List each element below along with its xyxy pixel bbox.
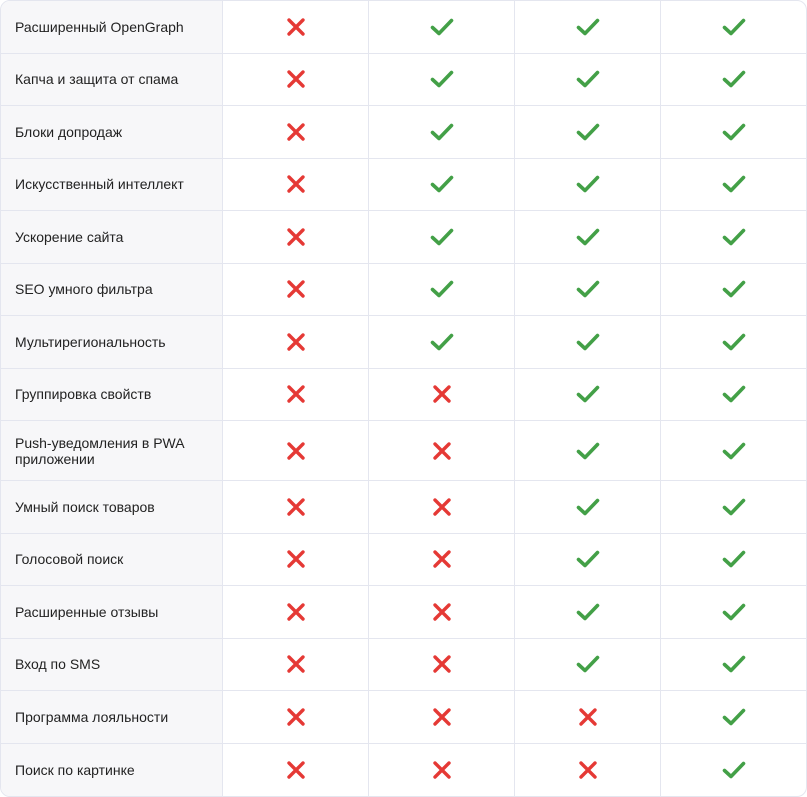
- check-icon: [576, 69, 600, 89]
- plan-1-status-cell: [223, 639, 369, 691]
- check-icon: [722, 227, 746, 247]
- plan-4-status-cell: [661, 106, 806, 158]
- plan-4-status-cell: [661, 421, 806, 480]
- plan-1-status-cell: [223, 106, 369, 158]
- plan-4-status-cell: [661, 54, 806, 106]
- cross-icon: [286, 760, 306, 780]
- plan-3-status-cell: [515, 534, 661, 586]
- cross-icon: [286, 122, 306, 142]
- plan-4-status-cell: [661, 264, 806, 316]
- plan-3-status-cell: [515, 54, 661, 106]
- plan-2-status-cell: [369, 586, 515, 638]
- cross-icon: [432, 384, 452, 404]
- check-icon: [722, 69, 746, 89]
- plan-2-status-cell: [369, 534, 515, 586]
- plan-4-status-cell: [661, 211, 806, 263]
- feature-label: Голосовой поиск: [1, 534, 223, 586]
- check-icon: [430, 174, 454, 194]
- check-icon: [722, 384, 746, 404]
- plan-1-status-cell: [223, 54, 369, 106]
- plan-4-status-cell: [661, 586, 806, 638]
- plan-2-status-cell: [369, 264, 515, 316]
- feature-label: Искусственный интеллект: [1, 159, 223, 211]
- cross-icon: [432, 549, 452, 569]
- check-icon: [722, 707, 746, 727]
- plan-3-status-cell: [515, 159, 661, 211]
- plan-4-status-cell: [661, 691, 806, 743]
- check-icon: [576, 497, 600, 517]
- table-row: [1, 586, 806, 639]
- check-icon: [576, 441, 600, 461]
- cross-icon: [286, 497, 306, 517]
- plan-2-status-cell: [369, 211, 515, 263]
- table-row: [1, 421, 806, 481]
- check-icon: [430, 17, 454, 37]
- plan-1-status-cell: [223, 481, 369, 533]
- cross-icon: [432, 760, 452, 780]
- table-row: [1, 159, 806, 212]
- plan-2-status-cell: [369, 316, 515, 368]
- check-icon: [576, 122, 600, 142]
- plan-4-status-cell: [661, 639, 806, 691]
- check-icon: [576, 17, 600, 37]
- table-row: [1, 106, 806, 159]
- plan-4-status-cell: [661, 481, 806, 533]
- cross-icon: [432, 707, 452, 727]
- check-icon: [576, 654, 600, 674]
- plan-1-status-cell: [223, 159, 369, 211]
- check-icon: [430, 122, 454, 142]
- check-icon: [722, 602, 746, 622]
- plan-3-status-cell: [515, 1, 661, 53]
- cross-icon: [286, 332, 306, 352]
- feature-label: SEO умного фильтра: [1, 264, 223, 316]
- table-row: [1, 691, 806, 744]
- plan-2-status-cell: [369, 54, 515, 106]
- plan-2-status-cell: [369, 159, 515, 211]
- plan-4-status-cell: [661, 534, 806, 586]
- check-icon: [722, 17, 746, 37]
- check-icon: [576, 332, 600, 352]
- check-icon: [722, 174, 746, 194]
- table-row: [1, 316, 806, 369]
- cross-icon: [286, 654, 306, 674]
- check-icon: [430, 332, 454, 352]
- table-row: [1, 54, 806, 107]
- cross-icon: [286, 69, 306, 89]
- feature-label: Программа лояльности: [1, 691, 223, 743]
- check-icon: [576, 549, 600, 569]
- plan-2-status-cell: [369, 481, 515, 533]
- check-icon: [430, 227, 454, 247]
- feature-label: Мультирегиональность: [1, 316, 223, 368]
- plan-3-status-cell: [515, 264, 661, 316]
- check-icon: [722, 122, 746, 142]
- plan-1-status-cell: [223, 264, 369, 316]
- plan-2-status-cell: [369, 744, 515, 797]
- plan-2-status-cell: [369, 639, 515, 691]
- cross-icon: [286, 174, 306, 194]
- cross-icon: [286, 707, 306, 727]
- plan-3-status-cell: [515, 639, 661, 691]
- check-icon: [576, 384, 600, 404]
- cross-icon: [286, 279, 306, 299]
- cross-icon: [286, 17, 306, 37]
- feature-label: Поиск по картинке: [1, 744, 223, 797]
- plan-1-status-cell: [223, 211, 369, 263]
- feature-label: Блоки допродаж: [1, 106, 223, 158]
- plan-3-status-cell: [515, 316, 661, 368]
- plan-3-status-cell: [515, 481, 661, 533]
- plan-2-status-cell: [369, 1, 515, 53]
- table-row: [1, 481, 806, 534]
- table-row: [1, 744, 806, 797]
- cross-icon: [286, 549, 306, 569]
- cross-icon: [286, 441, 306, 461]
- plan-1-status-cell: [223, 369, 369, 421]
- plan-1-status-cell: [223, 316, 369, 368]
- cross-icon: [286, 602, 306, 622]
- plan-1-status-cell: [223, 1, 369, 53]
- check-icon: [722, 760, 746, 780]
- plan-4-status-cell: [661, 159, 806, 211]
- table-row: [1, 369, 806, 422]
- feature-label: Капча и защита от спама: [1, 54, 223, 106]
- check-icon: [576, 602, 600, 622]
- feature-label: Расширенный OpenGraph: [1, 1, 223, 53]
- table-row: [1, 264, 806, 317]
- check-icon: [430, 69, 454, 89]
- check-icon: [722, 549, 746, 569]
- check-icon: [722, 497, 746, 517]
- plan-1-status-cell: [223, 691, 369, 743]
- cross-icon: [578, 760, 598, 780]
- feature-label: Push-уведомления в PWA приложении: [1, 421, 223, 480]
- plan-3-status-cell: [515, 744, 661, 797]
- cross-icon: [432, 441, 452, 461]
- plan-4-status-cell: [661, 744, 806, 797]
- cross-icon: [286, 227, 306, 247]
- plan-2-status-cell: [369, 421, 515, 480]
- table-row: [1, 639, 806, 692]
- check-icon: [722, 654, 746, 674]
- plan-1-status-cell: [223, 534, 369, 586]
- cross-icon: [432, 497, 452, 517]
- plan-3-status-cell: [515, 211, 661, 263]
- plan-4-status-cell: [661, 316, 806, 368]
- table-row: [1, 534, 806, 587]
- feature-label: Ускорение сайта: [1, 211, 223, 263]
- plan-1-status-cell: [223, 586, 369, 638]
- cross-icon: [286, 384, 306, 404]
- plan-1-status-cell: [223, 421, 369, 480]
- plan-1-status-cell: [223, 744, 369, 797]
- plan-3-status-cell: [515, 369, 661, 421]
- cross-icon: [432, 654, 452, 674]
- cross-icon: [432, 602, 452, 622]
- plan-4-status-cell: [661, 369, 806, 421]
- plan-3-status-cell: [515, 106, 661, 158]
- feature-label: Расширенные отзывы: [1, 586, 223, 638]
- feature-label: Умный поиск товаров: [1, 481, 223, 533]
- plan-2-status-cell: [369, 369, 515, 421]
- check-icon: [722, 441, 746, 461]
- feature-label: Вход по SMS: [1, 639, 223, 691]
- plan-4-status-cell: [661, 1, 806, 53]
- check-icon: [576, 174, 600, 194]
- check-icon: [430, 279, 454, 299]
- plan-3-status-cell: [515, 421, 661, 480]
- plan-3-status-cell: [515, 586, 661, 638]
- check-icon: [722, 332, 746, 352]
- check-icon: [722, 279, 746, 299]
- cross-icon: [578, 707, 598, 727]
- check-icon: [576, 279, 600, 299]
- check-icon: [576, 227, 600, 247]
- plan-2-status-cell: [369, 106, 515, 158]
- plan-2-status-cell: [369, 691, 515, 743]
- table-row: [1, 211, 806, 264]
- table-row: [1, 1, 806, 54]
- plan-3-status-cell: [515, 691, 661, 743]
- feature-label: Группировка свойств: [1, 369, 223, 421]
